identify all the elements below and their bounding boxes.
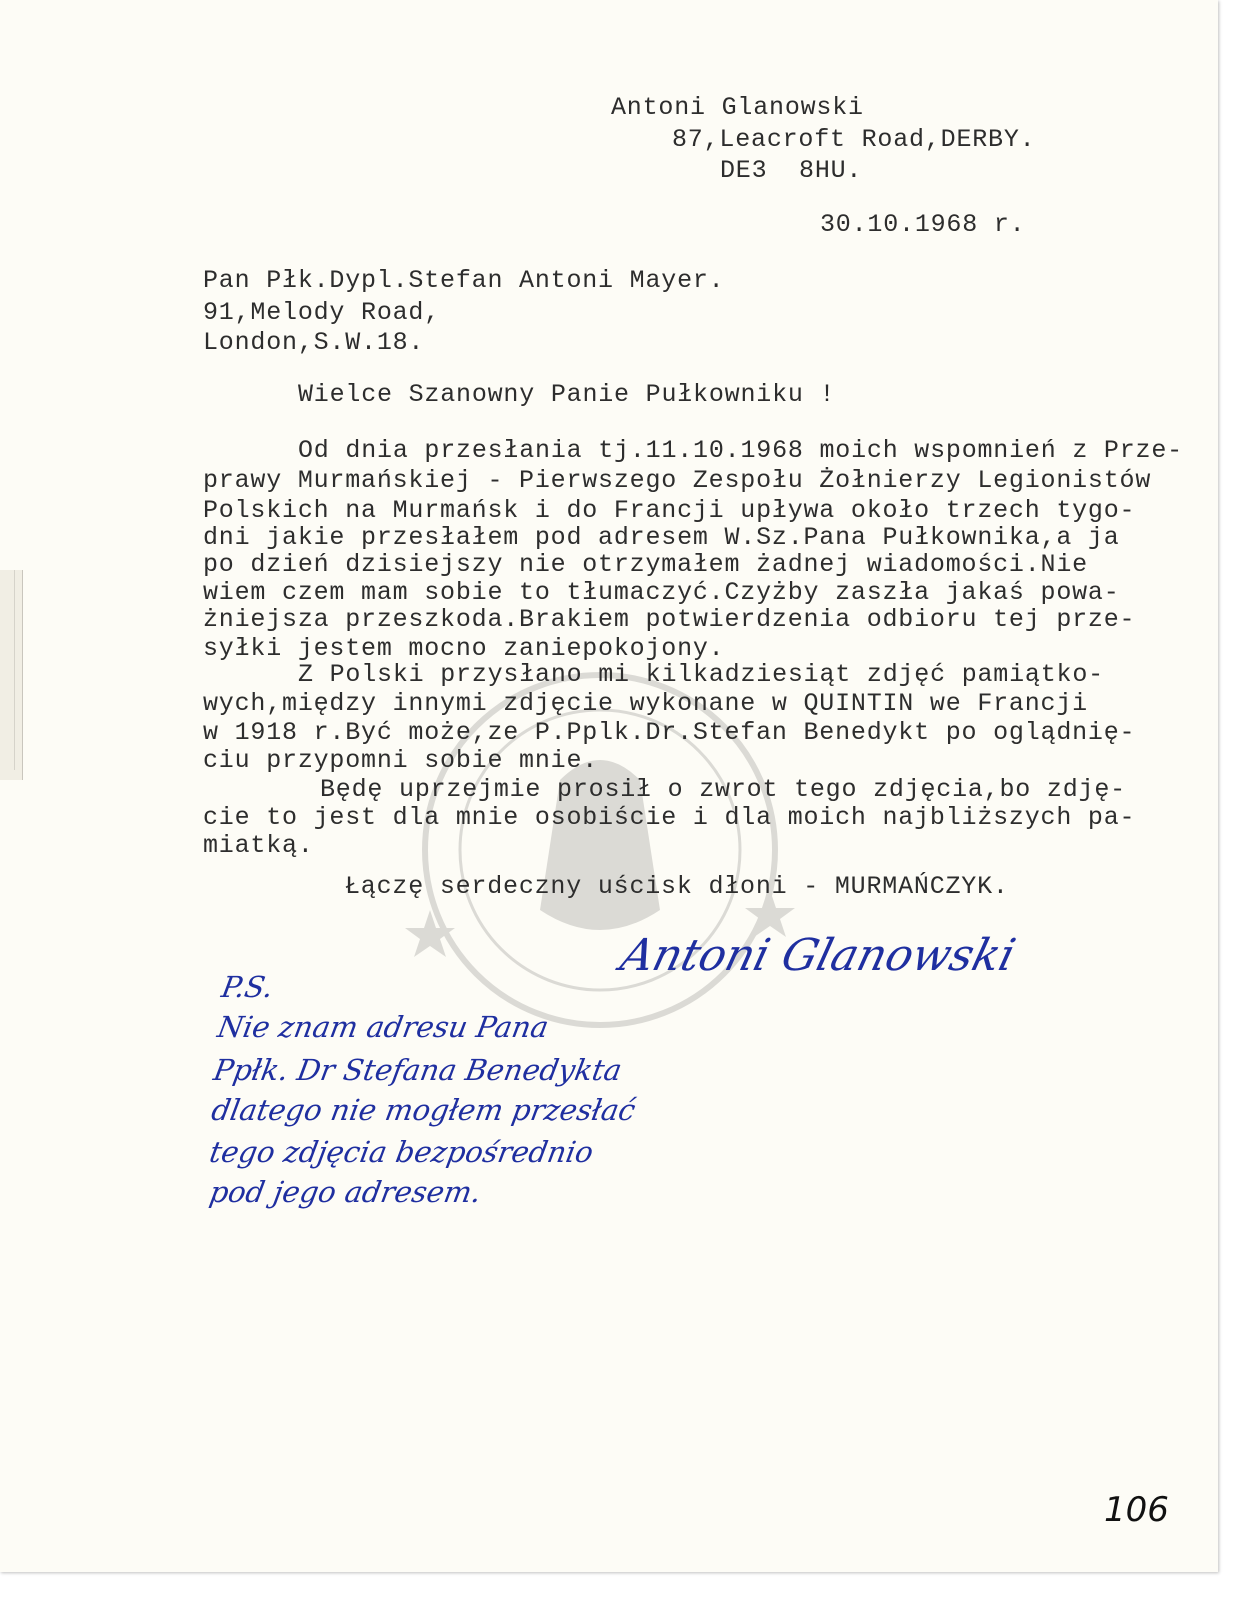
body-line: wych,między innymi zdjęcie wykonane w QUINTIN we Francji <box>203 689 1088 718</box>
postscript-line: tego zdjęcia bezpośrednio <box>207 1135 596 1169</box>
postscript-line: Nie znam adresu Pana <box>215 1010 552 1044</box>
salutation: Wielce Szanowny Panie Pułkowniku ! <box>298 380 836 409</box>
letter-date: 30.10.1968 r. <box>820 210 1026 239</box>
folded-paper-edge-inner <box>0 570 15 770</box>
postscript-line: P.S. <box>219 970 276 1004</box>
sender-address-line2: DE3 8HU. <box>720 156 863 185</box>
postscript-line: Ppłk. Dr Stefana Benedykta <box>211 1053 625 1087</box>
body-line: dni jakie przesłałem pod adresem W.Sz.Pana Pułkownika,a ja <box>203 523 1120 552</box>
body-line: wiem czem mam sobie to tłumaczyć.Czyżby zaszła jakaś powa- <box>203 578 1120 607</box>
body-line: Od dnia przesłania tj.11.10.1968 moich wspomnień z Prze- <box>298 436 1183 465</box>
recipient-line2: 91,Melody Road, <box>203 298 441 327</box>
handwritten-signature: Antoni Glanowski <box>615 930 1021 981</box>
body-line: prawy Murmańskiej - Pierwszego Zespołu Żołnierzy Legionistów <box>203 466 1152 495</box>
body-line: żniejsza przeszkoda.Brakiem potwierdzenia odbioru tej prze- <box>203 605 1136 634</box>
body-line: miatką. <box>203 831 314 860</box>
body-line: syłki jestem mocno zaniepokojony. <box>203 634 725 663</box>
sender-address-line1: 87,Leacroft Road,DERBY. <box>672 125 1036 154</box>
body-line: Będę uprzejmie prosił o zwrot tego zdjęcia,bo zdję- <box>320 775 1126 804</box>
recipient-line1: Pan Płk.Dypl.Stefan Antoni Mayer. <box>203 266 725 295</box>
archive-page-number: 106 <box>1104 1490 1169 1530</box>
closing-line: Łączę serdeczny uścisk dłoni - MURMAŃCZYK. <box>345 872 1009 901</box>
body-line: w 1918 r.Być może,ze P.Pplk.Dr.Stefan Benedykt po oglądnię- <box>203 718 1136 747</box>
body-line: cie to jest dla mnie osobiście i dla moich najbliższych pa- <box>203 803 1136 832</box>
recipient-line3: London,S.W.18. <box>203 328 425 357</box>
postscript-line: pod jego adresem. <box>207 1175 484 1209</box>
body-line: po dzień dzisiejszy nie otrzymałem żadnej wiadomości.Nie <box>203 550 1088 579</box>
body-line: Polskich na Murmańsk i do Francji upływa około trzech tygo- <box>203 496 1136 525</box>
body-line: Z Polski przysłano mi kilkadziesiąt zdjęć pamiątko- <box>298 660 1104 689</box>
body-line: ciu przypomni sobie mnie. <box>203 746 599 775</box>
sender-name: Antoni Glanowski <box>611 93 864 122</box>
postscript-line: dlatego nie mogłem przesłać <box>209 1093 639 1127</box>
